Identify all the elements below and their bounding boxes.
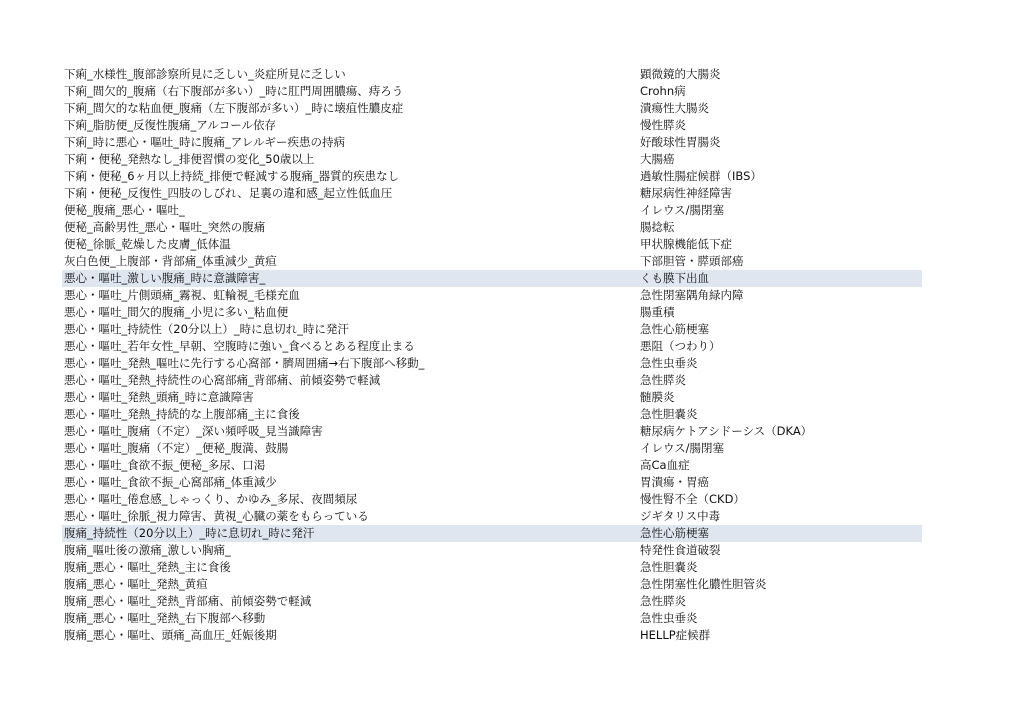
symptom-cell: 悪心・嘔吐_発熱_持続的な上腹部痛_主に食後 (64, 407, 300, 421)
symptom-cell: 腹痛_悪心・嘔吐、頭痛_高血圧_妊娠後期 (64, 628, 277, 642)
symptom-cell: 悪心・嘔吐_発熱_頭痛_時に意識障害 (64, 390, 254, 404)
table-row (62, 219, 922, 236)
diagnosis-cell: 急性虫垂炎 (640, 611, 698, 625)
symptom-cell: 下痢_脂肪便_反復性腹痛_アルコール依存 (64, 118, 277, 132)
table-row (62, 134, 922, 151)
table-row (62, 236, 922, 253)
table-row (62, 355, 922, 372)
symptom-diagnosis-table (62, 66, 922, 644)
diagnosis-cell: 潰瘍性大腸炎 (640, 101, 709, 115)
diagnosis-cell: 胃潰瘍・胃癌 (640, 475, 709, 489)
table-row (62, 593, 922, 610)
table-row (62, 576, 922, 593)
diagnosis-cell: 糖尿病ケトアシドーシス（DKA） (640, 424, 813, 438)
symptom-cell: 悪心・嘔吐_発熱_嘔吐に先行する心窩部・臍周囲痛→右下腹部へ移動_ (64, 356, 425, 370)
table-row (62, 508, 922, 525)
symptom-cell: 下痢_時に悪心・嘔吐_時に腹痛_アレルギー疾患の持病 (64, 135, 345, 149)
diagnosis-cell: 急性閉塞性化膿性胆管炎 (640, 577, 767, 591)
table-row (62, 151, 922, 168)
table-row (62, 559, 922, 576)
diagnosis-cell: 過敏性腸症候群（IBS） (640, 169, 762, 183)
symptom-cell: 便秘_高齢男性_悪心・嘔吐_突然の腹痛 (64, 220, 266, 234)
diagnosis-cell: イレウス/腸閉塞 (640, 441, 725, 455)
diagnosis-cell: 好酸球性胃腸炎 (640, 135, 721, 149)
diagnosis-cell: 急性胆嚢炎 (640, 560, 698, 574)
diagnosis-cell: 髄膜炎 (640, 390, 675, 404)
table-row (62, 202, 922, 219)
symptom-cell: 腹痛_悪心・嘔吐_発熱_右下腹部へ移動 (64, 611, 266, 625)
symptom-cell: 腹痛_嘔吐後の激痛_激しい胸痛_ (64, 543, 231, 557)
table-row (62, 287, 922, 304)
table-row (62, 321, 922, 338)
table-row (62, 83, 922, 100)
symptom-cell: 便秘_腹痛_悪心・嘔吐_ (64, 203, 185, 217)
table-row (62, 253, 922, 270)
table-row (62, 117, 922, 134)
diagnosis-cell: 急性膵炎 (640, 373, 686, 387)
table-row (62, 389, 922, 406)
diagnosis-cell: 急性心筋梗塞 (640, 526, 709, 540)
diagnosis-cell: 特発性食道破裂 (640, 543, 721, 557)
diagnosis-cell: HELLP症候群 (640, 628, 711, 642)
symptom-cell: 悪心・嘔吐_食欲不振_心窩部痛_体重減少 (64, 475, 277, 489)
table-row (62, 491, 922, 508)
symptom-cell: 悪心・嘔吐_食欲不振_便秘_多尿、口渇 (64, 458, 266, 472)
diagnosis-cell: イレウス/腸閉塞 (640, 203, 725, 217)
table-row (62, 627, 922, 644)
table-row (62, 304, 922, 321)
symptom-cell: 腹痛_悪心・嘔吐_発熱_背部痛、前傾姿勢で軽減 (64, 594, 312, 608)
table-row (62, 423, 922, 440)
diagnosis-cell: 甲状腺機能低下症 (640, 237, 732, 251)
diagnosis-cell: 高Ca血症 (640, 458, 690, 472)
table-row-highlighted (62, 270, 922, 287)
diagnosis-cell: 慢性膵炎 (640, 118, 686, 132)
symptom-cell: 下痢・便秘_6ヶ月以上持続_排便で軽減する腹痛_器質的疾患なし (64, 169, 400, 183)
symptom-cell: 悪心・嘔吐_倦怠感_しゃっくり、かゆみ_多尿、夜間頻尿 (64, 492, 358, 506)
diagnosis-cell: 下部胆管・膵頭部癌 (640, 254, 744, 268)
diagnosis-cell: 慢性腎不全（CKD） (640, 492, 745, 506)
diagnosis-cell: 急性胆嚢炎 (640, 407, 698, 421)
diagnosis-cell: ジギタリス中毒 (640, 509, 721, 523)
diagnosis-cell: Crohn病 (640, 84, 686, 98)
table-row (62, 440, 922, 457)
table-row (62, 338, 922, 355)
symptom-cell: 悪心・嘔吐_腹痛（不定）_深い頻呼吸_見当識障害 (64, 424, 323, 438)
table-row (62, 168, 922, 185)
diagnosis-cell: 大腸癌 (640, 152, 675, 166)
diagnosis-cell: 急性心筋梗塞 (640, 322, 709, 336)
table-row (62, 66, 922, 83)
symptom-cell: 悪心・嘔吐_間欠的腹痛_小児に多い_粘血便 (64, 305, 289, 319)
symptom-cell: 下痢・便秘_反復性_四肢のしびれ、足裏の違和感_起立性低血圧 (64, 186, 393, 200)
diagnosis-cell: 急性虫垂炎 (640, 356, 698, 370)
symptom-cell: 悪心・嘔吐_若年女性_早朝、空腹時に強い_食べるとある程度止まる (64, 339, 415, 353)
diagnosis-cell: 糖尿病性神経障害 (640, 186, 732, 200)
symptom-cell: 灰白色便_上腹部・背部痛_体重減少_黄疸 (64, 254, 277, 268)
symptom-cell: 悪心・嘔吐_発熱_持続性の心窩部痛_背部痛、前傾姿勢で軽減 (64, 373, 381, 387)
diagnosis-cell: 腸重積 (640, 305, 675, 319)
symptom-cell: 悪心・嘔吐_腹痛（不定）_便秘_腹満、鼓腸 (64, 441, 289, 455)
diagnosis-cell: くも膜下出血 (640, 271, 709, 285)
symptom-cell: 下痢・便秘_発熱なし_排便習慣の変化_50歳以上 (64, 152, 315, 166)
diagnosis-cell: 急性膵炎 (640, 594, 686, 608)
table-row (62, 474, 922, 491)
symptom-cell: 悪心・嘔吐_徐脈_視力障害、黄視_心臓の薬をもらっている (64, 509, 369, 523)
symptom-cell: 腹痛_持続性（20分以上）_時に息切れ_時に発汗 (64, 526, 315, 540)
symptom-cell: 腹痛_悪心・嘔吐_発熱_主に食後 (64, 560, 231, 574)
symptom-cell: 便秘_徐脈_乾燥した皮膚_低体温 (64, 237, 231, 251)
diagnosis-cell: 急性閉塞隅角緑内障 (640, 288, 744, 302)
symptom-cell: 悪心・嘔吐_片側頭痛_霧視、虹輪視_毛様充血 (64, 288, 300, 302)
diagnosis-cell: 顕微鏡的大腸炎 (640, 67, 721, 81)
table-row (62, 100, 922, 117)
diagnosis-cell: 腸捻転 (640, 220, 675, 234)
table-row (62, 542, 922, 559)
table-row (62, 185, 922, 202)
table-row (62, 610, 922, 627)
symptom-cell: 下痢_水様性_腹部診察所見に乏しい_炎症所見に乏しい (64, 67, 346, 81)
symptom-cell: 下痢_間欠的_腹痛（右下腹部が多い）_時に肛門周囲膿瘍、痔ろう (64, 84, 404, 98)
symptom-cell: 下痢_間欠的な粘血便_腹痛（左下腹部が多い）_時に壊疽性膿皮症 (64, 101, 404, 115)
symptom-cell: 腹痛_悪心・嘔吐_発熱_黄疸 (64, 577, 208, 591)
symptom-cell: 悪心・嘔吐_激しい腹痛_時に意識障害_ (64, 271, 266, 285)
table-row (62, 406, 922, 423)
diagnosis-cell: 悪阻（つわり） (640, 339, 721, 353)
table-row-highlighted (62, 525, 922, 542)
table-row (62, 457, 922, 474)
symptom-cell: 悪心・嘔吐_持続性（20分以上）_時に息切れ_時に発汗 (64, 322, 349, 336)
table-row (62, 372, 922, 389)
